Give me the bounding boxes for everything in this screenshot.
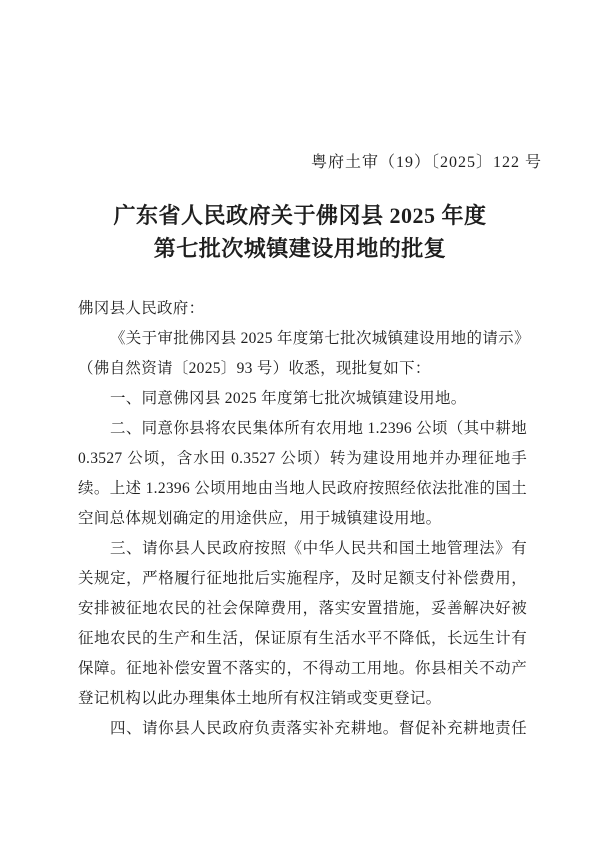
body-line: 佛冈县人民政府：: [78, 300, 205, 317]
body-line: 续。上述 1.2396 公顷用地由当地人民政府按照经依法批准的国土: [78, 480, 527, 497]
body-line: 登记机构以此办理集体土地所有权注销或变更登记。: [78, 690, 442, 707]
body-line: 征地农民的生产和生活，保证原有生活水平不降低，长远生计有: [78, 630, 527, 647]
body-line: 空间总体规划确定的用途供应，用于城镇建设用地。: [78, 510, 442, 527]
document-body: [78, 294, 530, 744]
document-number: 粤府土审（19）〔2025〕122 号: [310, 154, 542, 171]
body-line: 《关于审批佛冈县 2025 年度第七批次城镇建设用地的请示》: [110, 330, 530, 347]
body-line: （佛自然资请〔2025〕93 号）收悉，现批复如下：: [78, 360, 431, 377]
body-line: 四、请你县人民政府负责落实补充耕地。督促补充耕地责任: [110, 720, 527, 737]
body-line: 安排被征地农民的社会保障费用，落实安置措施，妥善解决好被: [78, 600, 527, 617]
body-line: 二、同意你县将农民集体所有农用地 1.2396 公顷（其中耕地: [110, 420, 527, 437]
body-line: 0.3527 公顷，含水田 0.3527 公顷）转为建设用地并办理征地手: [78, 450, 527, 467]
document-title: [0, 199, 600, 265]
body-line: 关规定，严格履行征地批后实施程序，及时足额支付补偿费用，: [78, 570, 527, 587]
document-title-line1: 广东省人民政府关于佛冈县 2025 年度: [113, 203, 487, 228]
body-line: 三、请你县人民政府按照《中华人民共和国土地管理法》有: [110, 540, 527, 557]
document-title-line2: 第七批次城镇建设用地的批复: [153, 236, 447, 261]
body-line: 保障。征地补偿安置不落实的，不得动工用地。你县相关不动产: [78, 660, 527, 677]
body-line: 一、同意佛冈县 2025 年度第七批次城镇建设用地。: [110, 390, 467, 407]
